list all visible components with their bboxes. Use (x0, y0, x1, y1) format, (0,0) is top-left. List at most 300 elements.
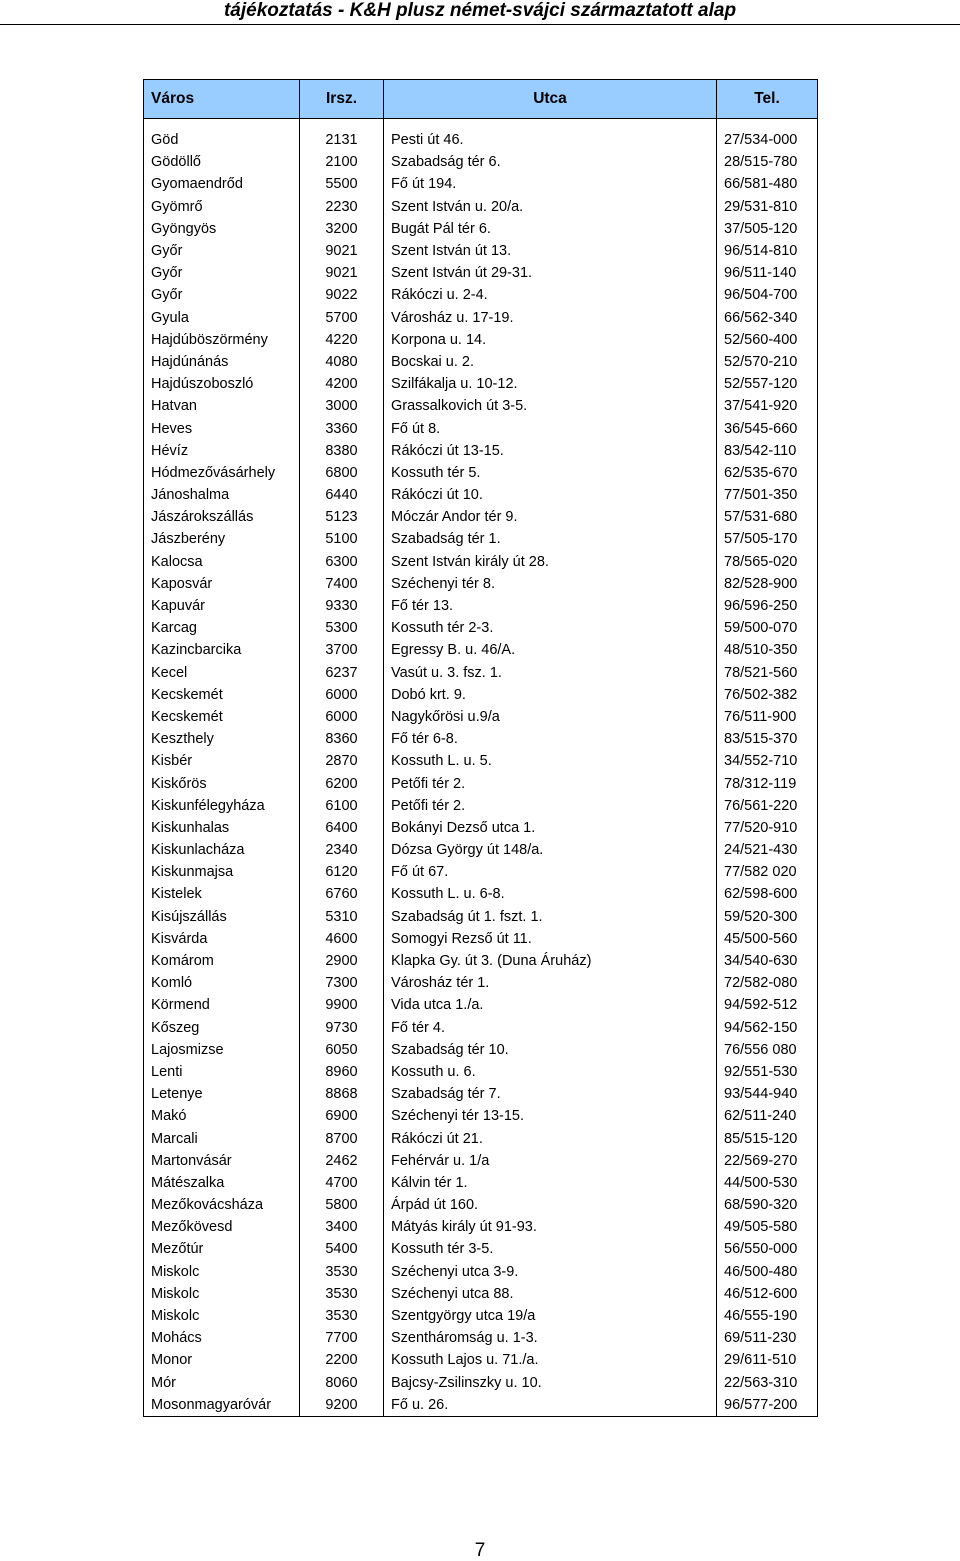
postcode-cell: 6237 (300, 662, 384, 684)
street-cell: Grassalkovich út 3-5. (384, 395, 717, 417)
postcode-cell: 8060 (300, 1372, 384, 1394)
postcode-cell: 9730 (300, 1017, 384, 1039)
postcode-cell: 9021 (300, 262, 384, 284)
table-row (144, 462, 818, 484)
phone-cell: 49/505-580 (717, 1216, 818, 1238)
table-row (144, 484, 818, 506)
column-header-street: Utca (384, 80, 717, 119)
city-cell: Mór (144, 1372, 300, 1394)
phone-cell: 56/550-000 (717, 1238, 818, 1260)
table-row (144, 1039, 818, 1061)
table-row (144, 1083, 818, 1105)
city-cell: Kisbér (144, 750, 300, 772)
phone-cell: 76/511-900 (717, 706, 818, 728)
city-cell: Hajdúböszörmény (144, 329, 300, 351)
postcode-cell: 6000 (300, 684, 384, 706)
postcode-cell: 6120 (300, 861, 384, 883)
table-row (144, 972, 818, 994)
postcode-cell: 3700 (300, 639, 384, 661)
column-header-city: Város (144, 80, 300, 119)
phone-cell: 52/570-210 (717, 351, 818, 373)
table-row (144, 728, 818, 750)
table-row (144, 506, 818, 528)
street-cell: Móczár Andor tér 9. (384, 506, 717, 528)
phone-cell: 46/512-600 (717, 1283, 818, 1305)
phone-cell: 62/535-670 (717, 462, 818, 484)
city-cell: Miskolc (144, 1283, 300, 1305)
phone-cell: 92/551-530 (717, 1061, 818, 1083)
table-row (144, 1061, 818, 1083)
city-cell: Gyöngyös (144, 218, 300, 240)
street-cell: Somogyi Rezső út 11. (384, 928, 717, 950)
phone-cell: 24/521-430 (717, 839, 818, 861)
street-cell: Dobó krt. 9. (384, 684, 717, 706)
phone-cell: 48/510-350 (717, 639, 818, 661)
postcode-cell: 8380 (300, 440, 384, 462)
postcode-cell: 9200 (300, 1394, 384, 1417)
table-row (144, 795, 818, 817)
phone-cell: 29/611-510 (717, 1349, 818, 1371)
street-cell: Szent István király út 28. (384, 551, 717, 573)
phone-cell: 59/520-300 (717, 906, 818, 928)
city-cell: Kiskunhalas (144, 817, 300, 839)
city-cell: Kiskunmajsa (144, 861, 300, 883)
postcode-cell: 6200 (300, 772, 384, 794)
street-cell: Fő út 8. (384, 417, 717, 439)
city-cell: Göd (144, 129, 300, 151)
phone-cell: 96/511-140 (717, 262, 818, 284)
street-cell: Rákóczi út 10. (384, 484, 717, 506)
postcode-cell: 5800 (300, 1194, 384, 1216)
postcode-cell: 7700 (300, 1327, 384, 1349)
table-row (144, 551, 818, 573)
table-row (144, 1349, 818, 1371)
postcode-cell: 6800 (300, 462, 384, 484)
street-cell: Városház tér 1. (384, 972, 717, 994)
phone-cell: 76/502-382 (717, 684, 818, 706)
street-cell: Mátyás király út 91-93. (384, 1216, 717, 1238)
phone-cell: 62/511-240 (717, 1105, 818, 1127)
phone-cell: 22/569-270 (717, 1150, 818, 1172)
street-cell: Fő út 67. (384, 861, 717, 883)
table-row (144, 750, 818, 772)
city-cell: Hódmezővásárhely (144, 462, 300, 484)
phone-cell: 82/528-900 (717, 573, 818, 595)
table-row (144, 817, 818, 839)
table-row (144, 950, 818, 972)
phone-cell: 62/598-600 (717, 883, 818, 905)
phone-cell: 69/511-230 (717, 1327, 818, 1349)
city-cell: Gödöllő (144, 151, 300, 173)
postcode-cell: 6760 (300, 883, 384, 905)
phone-cell: 78/521-560 (717, 662, 818, 684)
city-cell: Kapuvár (144, 595, 300, 617)
city-cell: Kiskunfélegyháza (144, 795, 300, 817)
postcode-cell: 6300 (300, 551, 384, 573)
phone-cell: 93/544-940 (717, 1083, 818, 1105)
postcode-cell: 2230 (300, 196, 384, 218)
street-cell: Fő u. 26. (384, 1394, 717, 1417)
table-row (144, 639, 818, 661)
table-row (144, 573, 818, 595)
street-cell: Fő tér 4. (384, 1017, 717, 1039)
phone-cell: 96/514-810 (717, 240, 818, 262)
phone-cell: 76/556 080 (717, 1039, 818, 1061)
postcode-cell: 2462 (300, 1150, 384, 1172)
phone-cell: 96/596-250 (717, 595, 818, 617)
city-cell: Kőszeg (144, 1017, 300, 1039)
city-cell: Kiskőrös (144, 772, 300, 794)
street-cell: Szentgyörgy utca 19/a (384, 1305, 717, 1327)
table-row (144, 440, 818, 462)
postcode-cell: 4700 (300, 1172, 384, 1194)
table-row (144, 772, 818, 794)
postcode-cell: 3400 (300, 1216, 384, 1238)
phone-cell: 52/560-400 (717, 329, 818, 351)
table-row (144, 883, 818, 905)
street-cell: Széchenyi tér 8. (384, 573, 717, 595)
postcode-cell: 5100 (300, 528, 384, 550)
table-row (144, 1127, 818, 1149)
column-header-phone: Tel. (717, 80, 818, 119)
page-header (0, 0, 960, 25)
phone-cell: 85/515-120 (717, 1127, 818, 1149)
table-row (144, 1327, 818, 1349)
table-row (144, 1283, 818, 1305)
city-cell: Miskolc (144, 1305, 300, 1327)
postcode-cell: 6400 (300, 817, 384, 839)
table-spacer-row (144, 119, 818, 130)
table-row (144, 706, 818, 728)
phone-cell: 83/515-370 (717, 728, 818, 750)
street-cell: Árpád út 160. (384, 1194, 717, 1216)
city-cell: Kiskunlacháza (144, 839, 300, 861)
phone-cell: 46/500-480 (717, 1261, 818, 1283)
street-cell: Kossuth u. 6. (384, 1061, 717, 1083)
phone-cell: 76/561-220 (717, 795, 818, 817)
table-row (144, 1394, 818, 1417)
street-cell: Dózsa György út 148/a. (384, 839, 717, 861)
city-cell: Kisvárda (144, 928, 300, 950)
street-cell: Rákóczi út 13-15. (384, 440, 717, 462)
table-row (144, 196, 818, 218)
phone-cell: 37/541-920 (717, 395, 818, 417)
city-cell: Kecel (144, 662, 300, 684)
table-row (144, 595, 818, 617)
city-cell: Lajosmizse (144, 1039, 300, 1061)
postcode-cell: 2131 (300, 129, 384, 151)
street-cell: Kossuth L. u. 6-8. (384, 883, 717, 905)
street-cell: Szabadság út 1. fszt. 1. (384, 906, 717, 928)
city-cell: Hévíz (144, 440, 300, 462)
phone-cell: 46/555-190 (717, 1305, 818, 1327)
street-cell: Széchenyi utca 88. (384, 1283, 717, 1305)
city-cell: Kecskemét (144, 684, 300, 706)
phone-cell: 34/540-630 (717, 950, 818, 972)
postcode-cell: 5310 (300, 906, 384, 928)
street-cell: Kossuth tér 2-3. (384, 617, 717, 639)
phone-cell: 66/562-340 (717, 307, 818, 329)
table-row (144, 1216, 818, 1238)
postcode-cell: 6440 (300, 484, 384, 506)
city-cell: Kisújszállás (144, 906, 300, 928)
postcode-cell: 6900 (300, 1105, 384, 1127)
postcode-cell: 9900 (300, 994, 384, 1016)
postcode-cell: 5700 (300, 307, 384, 329)
city-cell: Kalocsa (144, 551, 300, 573)
postcode-cell: 2340 (300, 839, 384, 861)
postcode-cell: 3000 (300, 395, 384, 417)
city-cell: Komló (144, 972, 300, 994)
table-row (144, 129, 818, 151)
phone-cell: 78/312-119 (717, 772, 818, 794)
city-cell: Kazincbarcika (144, 639, 300, 661)
city-cell: Komárom (144, 950, 300, 972)
street-cell: Szent István út 13. (384, 240, 717, 262)
street-cell: Bocskai u. 2. (384, 351, 717, 373)
street-cell: Petőfi tér 2. (384, 772, 717, 794)
city-cell: Kecskemét (144, 706, 300, 728)
postcode-cell: 5123 (300, 506, 384, 528)
postcode-cell: 9021 (300, 240, 384, 262)
phone-cell: 96/504-700 (717, 284, 818, 306)
postcode-cell: 3530 (300, 1261, 384, 1283)
table-row (144, 1150, 818, 1172)
table-row (144, 684, 818, 706)
table-row (144, 262, 818, 284)
city-cell: Miskolc (144, 1261, 300, 1283)
phone-cell: 29/531-810 (717, 196, 818, 218)
phone-cell: 57/505-170 (717, 528, 818, 550)
table-row (144, 1172, 818, 1194)
city-cell: Martonvásár (144, 1150, 300, 1172)
postcode-cell: 9330 (300, 595, 384, 617)
postcode-cell: 7300 (300, 972, 384, 994)
table-row (144, 173, 818, 195)
postcode-cell: 3200 (300, 218, 384, 240)
page-number: 7 (474, 1540, 486, 1561)
phone-cell: 59/500-070 (717, 617, 818, 639)
city-cell: Hajdúnánás (144, 351, 300, 373)
postcode-cell: 4600 (300, 928, 384, 950)
city-cell: Lenti (144, 1061, 300, 1083)
table-row (144, 351, 818, 373)
street-cell: Pesti út 46. (384, 129, 717, 151)
phone-cell: 37/505-120 (717, 218, 818, 240)
postcode-cell: 2900 (300, 950, 384, 972)
city-cell: Mezőkövesd (144, 1216, 300, 1238)
phone-cell: 83/542-110 (717, 440, 818, 462)
postcode-cell: 9022 (300, 284, 384, 306)
street-cell: Rákóczi út 21. (384, 1127, 717, 1149)
postcode-cell: 6050 (300, 1039, 384, 1061)
phone-cell: 77/582 020 (717, 861, 818, 883)
city-cell: Győr (144, 284, 300, 306)
city-cell: Jászárokszállás (144, 506, 300, 528)
postcode-cell: 8360 (300, 728, 384, 750)
table-row (144, 373, 818, 395)
street-cell: Szabadság tér 6. (384, 151, 717, 173)
table-row (144, 1305, 818, 1327)
table-row (144, 994, 818, 1016)
city-cell: Gyula (144, 307, 300, 329)
phone-cell: 57/531-680 (717, 506, 818, 528)
table-header-row (144, 80, 818, 119)
city-cell: Győr (144, 240, 300, 262)
city-cell: Mezőtúr (144, 1238, 300, 1260)
street-cell: Kálvin tér 1. (384, 1172, 717, 1194)
street-cell: Szabadság tér 1. (384, 528, 717, 550)
postcode-cell: 3530 (300, 1283, 384, 1305)
table-row (144, 861, 818, 883)
city-cell: Kaposvár (144, 573, 300, 595)
postcode-cell: 3530 (300, 1305, 384, 1327)
branch-table (143, 79, 818, 1417)
postcode-cell: 3360 (300, 417, 384, 439)
postcode-cell: 4200 (300, 373, 384, 395)
table-row (144, 395, 818, 417)
table-row (144, 284, 818, 306)
table-row (144, 307, 818, 329)
street-cell: Bugát Pál tér 6. (384, 218, 717, 240)
street-cell: Kossuth tér 5. (384, 462, 717, 484)
table-row (144, 662, 818, 684)
table-row (144, 528, 818, 550)
street-cell: Szilfákalja u. 10-12. (384, 373, 717, 395)
postcode-cell: 6100 (300, 795, 384, 817)
phone-cell: 94/562-150 (717, 1017, 818, 1039)
street-cell: Szentháromság u. 1-3. (384, 1327, 717, 1349)
street-cell: Szabadság tér 10. (384, 1039, 717, 1061)
phone-cell: 94/592-512 (717, 994, 818, 1016)
street-cell: Bokányi Dezső utca 1. (384, 817, 717, 839)
street-cell: Egressy B. u. 46/A. (384, 639, 717, 661)
phone-cell: 28/515-780 (717, 151, 818, 173)
table-row (144, 329, 818, 351)
table-row (144, 1261, 818, 1283)
phone-cell: 22/563-310 (717, 1372, 818, 1394)
street-cell: Nagykőrösi u.9/a (384, 706, 717, 728)
page-title: tájékoztatás - K&H plusz német-svájci származtatott alap (223, 0, 737, 21)
phone-cell: 78/565-020 (717, 551, 818, 573)
city-cell: Letenye (144, 1083, 300, 1105)
city-cell: Győr (144, 262, 300, 284)
city-cell: Gyomaendrőd (144, 173, 300, 195)
street-cell: Petőfi tér 2. (384, 795, 717, 817)
phone-cell: 77/501-350 (717, 484, 818, 506)
phone-cell: 96/577-200 (717, 1394, 818, 1417)
city-cell: Mezőkovácsháza (144, 1194, 300, 1216)
table-row (144, 417, 818, 439)
table-row (144, 151, 818, 173)
city-cell: Hajdúszoboszló (144, 373, 300, 395)
city-cell: Kistelek (144, 883, 300, 905)
postcode-cell: 5400 (300, 1238, 384, 1260)
street-cell: Fő út 194. (384, 173, 717, 195)
street-cell: Fő tér 13. (384, 595, 717, 617)
postcode-cell: 8960 (300, 1061, 384, 1083)
street-cell: Vasút u. 3. fsz. 1. (384, 662, 717, 684)
table-row (144, 617, 818, 639)
phone-cell: 77/520-910 (717, 817, 818, 839)
table-row (144, 1105, 818, 1127)
city-cell: Jászberény (144, 528, 300, 550)
table-row (144, 928, 818, 950)
street-cell: Szent István út 29-31. (384, 262, 717, 284)
city-cell: Hatvan (144, 395, 300, 417)
postcode-cell: 4220 (300, 329, 384, 351)
street-cell: Vida utca 1./a. (384, 994, 717, 1016)
postcode-cell: 2870 (300, 750, 384, 772)
street-cell: Széchenyi tér 13-15. (384, 1105, 717, 1127)
table-row (144, 240, 818, 262)
city-cell: Heves (144, 417, 300, 439)
postcode-cell: 7400 (300, 573, 384, 595)
postcode-cell: 6000 (300, 706, 384, 728)
street-cell: Kossuth tér 3-5. (384, 1238, 717, 1260)
street-cell: Fő tér 6-8. (384, 728, 717, 750)
street-cell: Klapka Gy. út 3. (Duna Áruház) (384, 950, 717, 972)
phone-cell: 34/552-710 (717, 750, 818, 772)
postcode-cell: 2200 (300, 1349, 384, 1371)
street-cell: Kossuth Lajos u. 71./a. (384, 1349, 717, 1371)
phone-cell: 45/500-560 (717, 928, 818, 950)
postcode-cell: 2100 (300, 151, 384, 173)
phone-cell: 36/545-660 (717, 417, 818, 439)
city-cell: Monor (144, 1349, 300, 1371)
phone-cell: 66/581-480 (717, 173, 818, 195)
table-row (144, 1017, 818, 1039)
city-cell: Karcag (144, 617, 300, 639)
column-header-postcode: Irsz. (300, 80, 384, 119)
postcode-cell: 8700 (300, 1127, 384, 1149)
phone-cell: 52/557-120 (717, 373, 818, 395)
postcode-cell: 4080 (300, 351, 384, 373)
table-row (144, 1238, 818, 1260)
phone-cell: 27/534-000 (717, 129, 818, 151)
city-cell: Mohács (144, 1327, 300, 1349)
street-cell: Bajcsy-Zsilinszky u. 10. (384, 1372, 717, 1394)
street-cell: Rákóczi u. 2-4. (384, 284, 717, 306)
city-cell: Gyömrő (144, 196, 300, 218)
street-cell: Szabadság tér 7. (384, 1083, 717, 1105)
street-cell: Szent István u. 20/a. (384, 196, 717, 218)
table-row (144, 1194, 818, 1216)
phone-cell: 68/590-320 (717, 1194, 818, 1216)
street-cell: Széchenyi utca 3-9. (384, 1261, 717, 1283)
street-cell: Korpona u. 14. (384, 329, 717, 351)
phone-cell: 44/500-530 (717, 1172, 818, 1194)
street-cell: Fehérvár u. 1/a (384, 1150, 717, 1172)
table-row (144, 906, 818, 928)
table-row (144, 839, 818, 861)
city-cell: Makó (144, 1105, 300, 1127)
table-row (144, 218, 818, 240)
table-row (144, 1372, 818, 1394)
city-cell: Körmend (144, 994, 300, 1016)
street-cell: Kossuth L. u. 5. (384, 750, 717, 772)
street-cell: Városház u. 17-19. (384, 307, 717, 329)
phone-cell: 72/582-080 (717, 972, 818, 994)
table-body (144, 119, 818, 1417)
postcode-cell: 5300 (300, 617, 384, 639)
city-cell: Jánoshalma (144, 484, 300, 506)
city-cell: Keszthely (144, 728, 300, 750)
city-cell: Marcali (144, 1127, 300, 1149)
city-cell: Mátészalka (144, 1172, 300, 1194)
postcode-cell: 8868 (300, 1083, 384, 1105)
postcode-cell: 5500 (300, 173, 384, 195)
